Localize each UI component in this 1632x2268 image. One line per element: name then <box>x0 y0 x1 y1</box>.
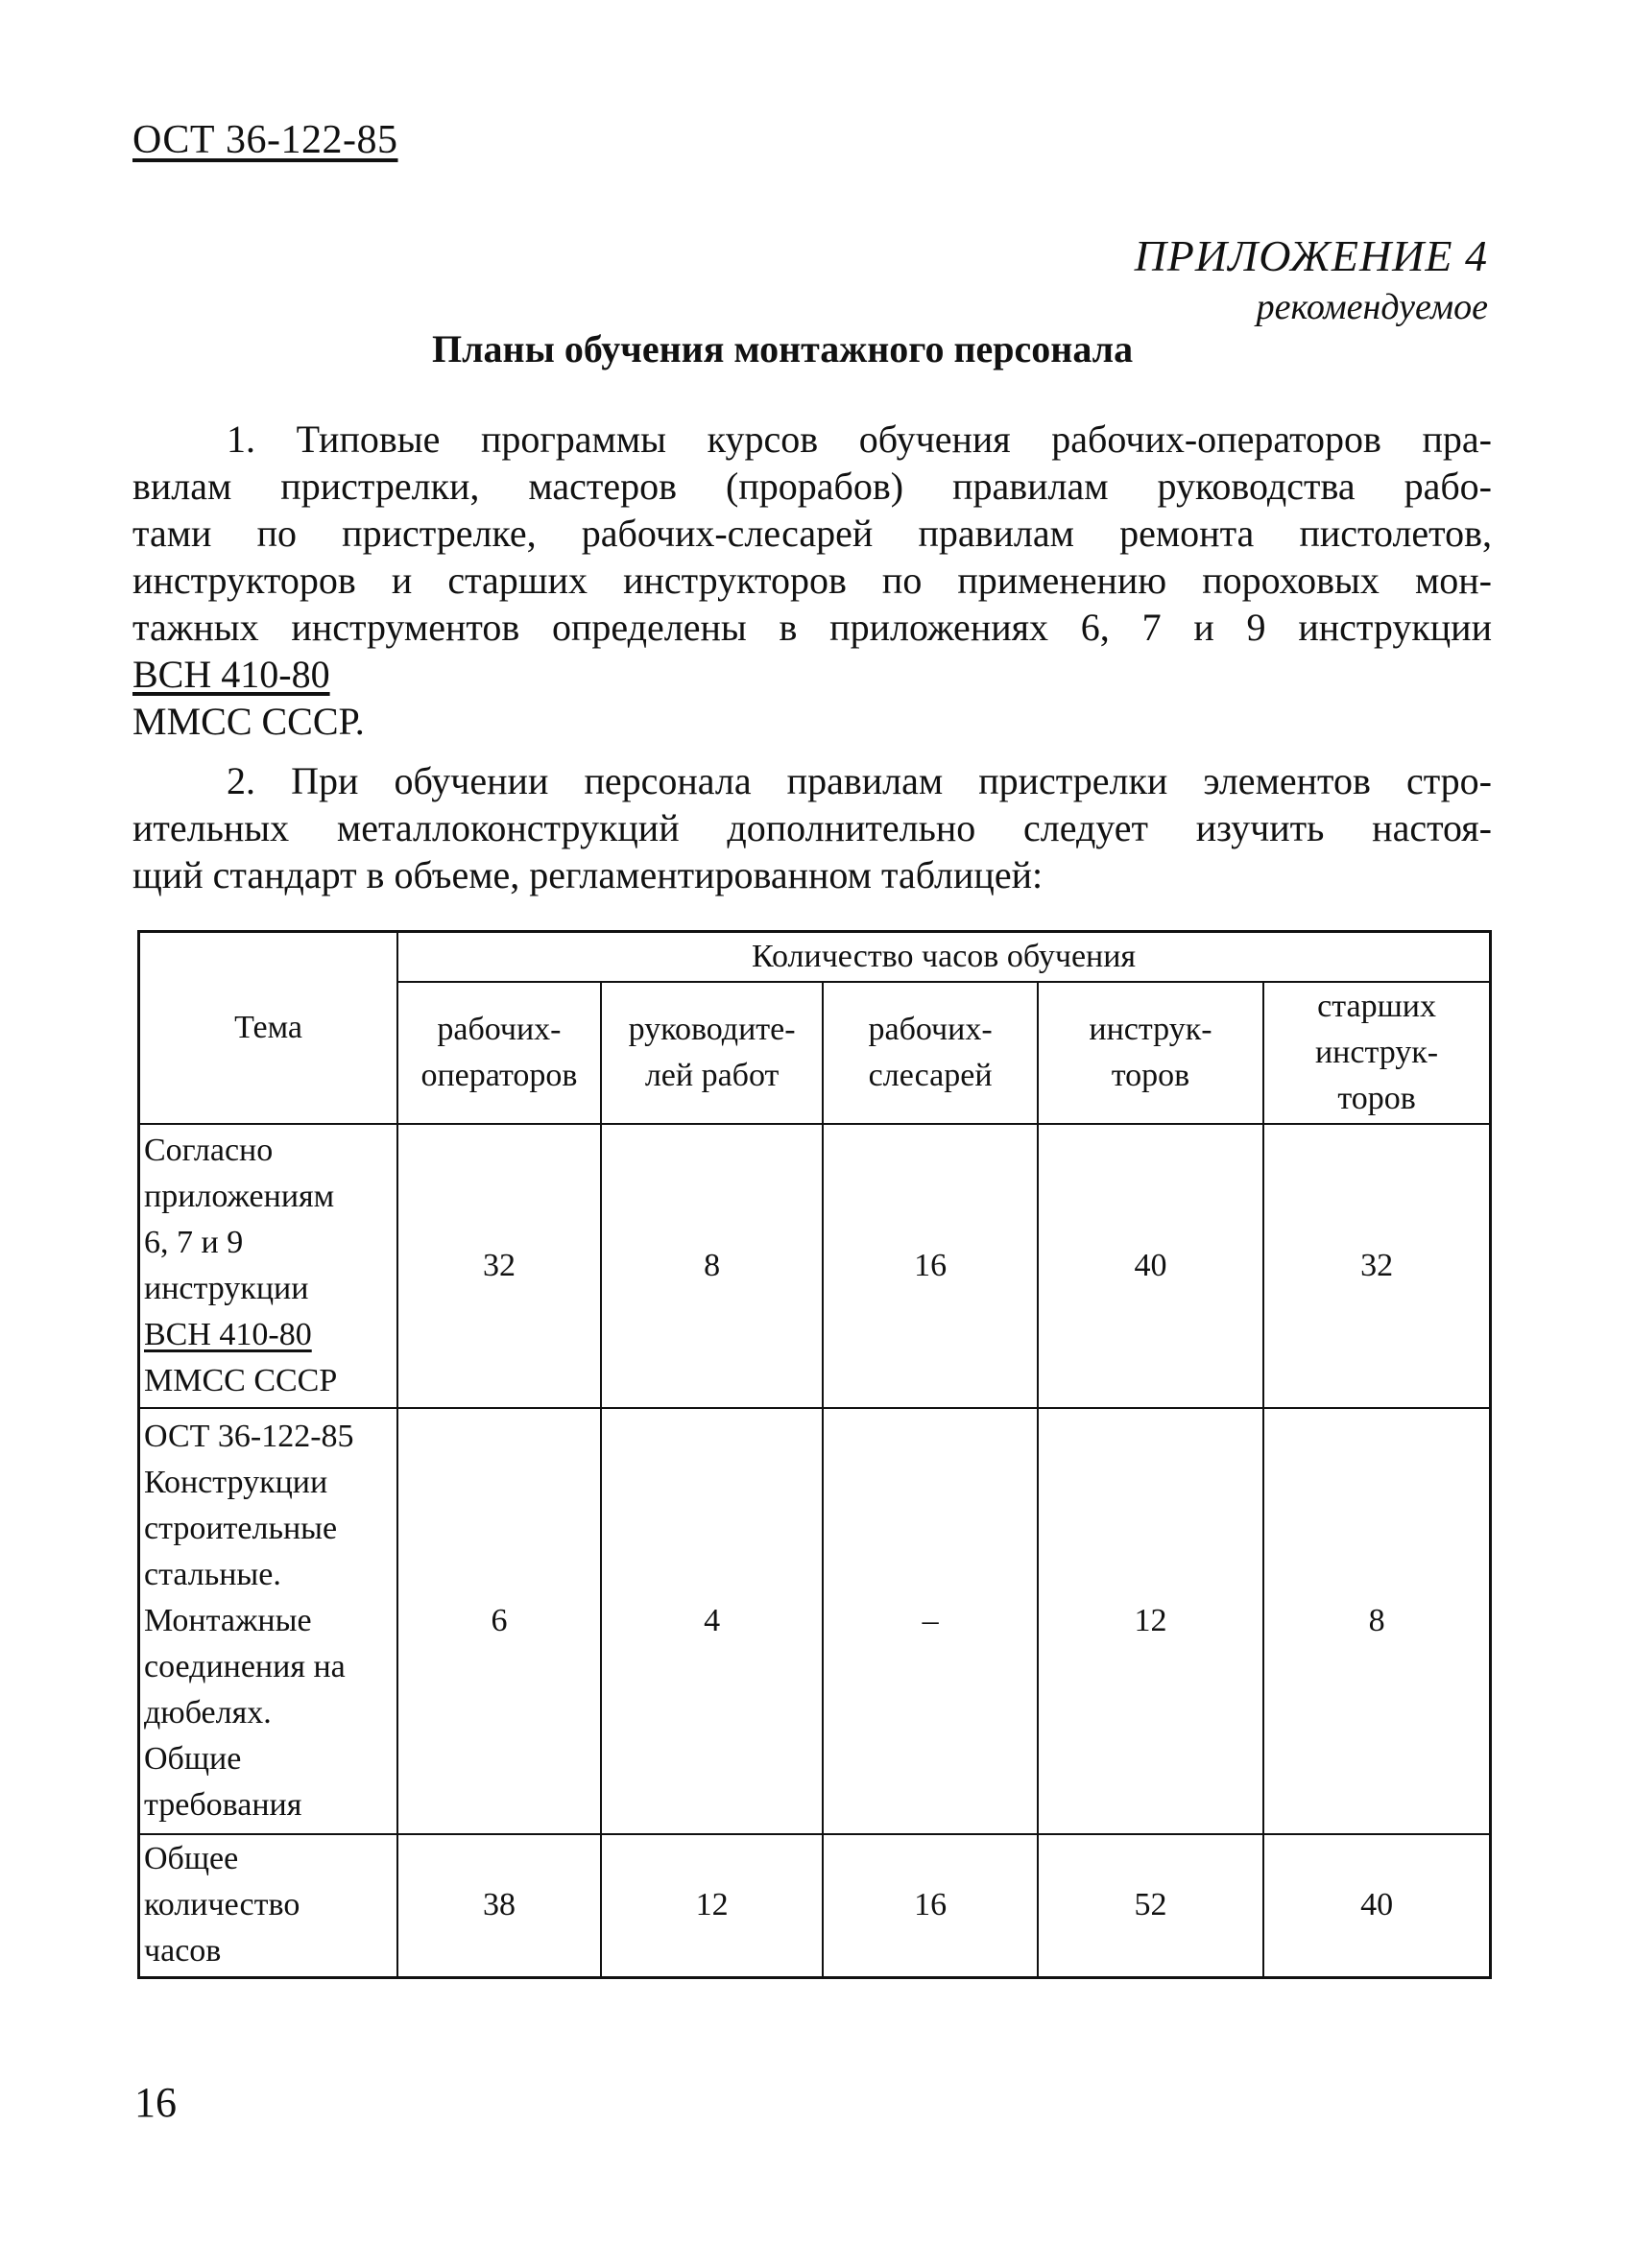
paragraph-line: 2. При обучении персонала правилам пристрелки элементов стро- <box>227 759 1492 802</box>
table-row <box>139 1408 1491 1834</box>
theme-header: Тема <box>139 932 398 1124</box>
theme-cell: Согласно приложениям 6, 7 и 9 инструкции ВСН 410-80 ММСС СССР <box>139 1124 398 1408</box>
hours-cell: 32 <box>397 1124 601 1408</box>
paragraph-line: тами по пристрелке, рабочих-слесарей правилам ремонта пистолетов, <box>132 512 1492 555</box>
paragraph-1 <box>132 416 1492 745</box>
hours-cell: 40 <box>1038 1124 1263 1408</box>
paragraph-line: 1. Типовые программы курсов обучения рабочих-операторов пра- <box>227 418 1492 461</box>
appendix-label: ПРИЛОЖЕНИЕ 4 <box>1134 231 1488 280</box>
hours-cell: 8 <box>1263 1408 1490 1834</box>
hours-cell: 6 <box>397 1408 601 1834</box>
page-number: 16 <box>134 2079 177 2126</box>
column-header-senior-instructors: старших инструк- торов <box>1263 982 1490 1124</box>
hours-cell: 40 <box>1263 1834 1490 1978</box>
hours-cell: 16 <box>823 1124 1037 1408</box>
column-header-managers: руководите- лей работ <box>601 982 824 1124</box>
hours-cell: 32 <box>1263 1124 1490 1408</box>
hours-cell: 12 <box>601 1834 824 1978</box>
standard-link[interactable]: ВСН 410-80 <box>144 1316 312 1352</box>
hours-cell: 52 <box>1038 1834 1263 1978</box>
document-code: ОСТ 36-122-85 <box>132 118 398 162</box>
training-hours-table <box>137 930 1492 1979</box>
hours-cell: – <box>823 1408 1037 1834</box>
paragraph-line: вилам пристрелки, мастеров (прорабов) правилам руководства рабо- <box>132 465 1492 508</box>
column-header-instructors: инструк- торов <box>1038 982 1263 1124</box>
paragraph-line: ительных металлоконструкций дополнительно следует изучить настоя- <box>132 806 1492 849</box>
recommended-label: рекомендуемое <box>1256 287 1488 327</box>
paragraph-line: тажных инструментов определены в приложениях 6, 7 и 9 инструкции <box>132 606 1492 649</box>
hours-cell: 8 <box>601 1124 824 1408</box>
paragraph-line: ММСС СССР. <box>132 700 365 743</box>
hours-cell: 16 <box>823 1834 1037 1978</box>
table-row <box>139 1834 1491 1978</box>
hours-group-header: Количество часов обучения <box>397 932 1490 982</box>
table-row <box>139 1124 1491 1408</box>
column-header-fitters: рабочих- слесарей <box>823 982 1037 1124</box>
standard-link[interactable]: ВСН 410-80 <box>132 653 330 696</box>
theme-cell: ОСТ 36-122-85 Конструкции строительные стальные. Монтажные соединения на дюбелях. Общие требования <box>139 1408 398 1834</box>
paragraph-2 <box>132 757 1492 898</box>
hours-cell: 4 <box>601 1408 824 1834</box>
paragraph-line: инструкторов и старших инструкторов по применению пороховых мон- <box>132 559 1492 602</box>
hours-cell: 12 <box>1038 1408 1263 1834</box>
page-title: Планы обучения монтажного персонала <box>432 327 1134 370</box>
theme-cell: Общее количество часов <box>139 1834 398 1978</box>
hours-cell: 38 <box>397 1834 601 1978</box>
column-header-operators: рабочих- операторов <box>397 982 601 1124</box>
paragraph-line: щий стандарт в объеме, регламентированном таблицей: <box>132 853 1044 896</box>
